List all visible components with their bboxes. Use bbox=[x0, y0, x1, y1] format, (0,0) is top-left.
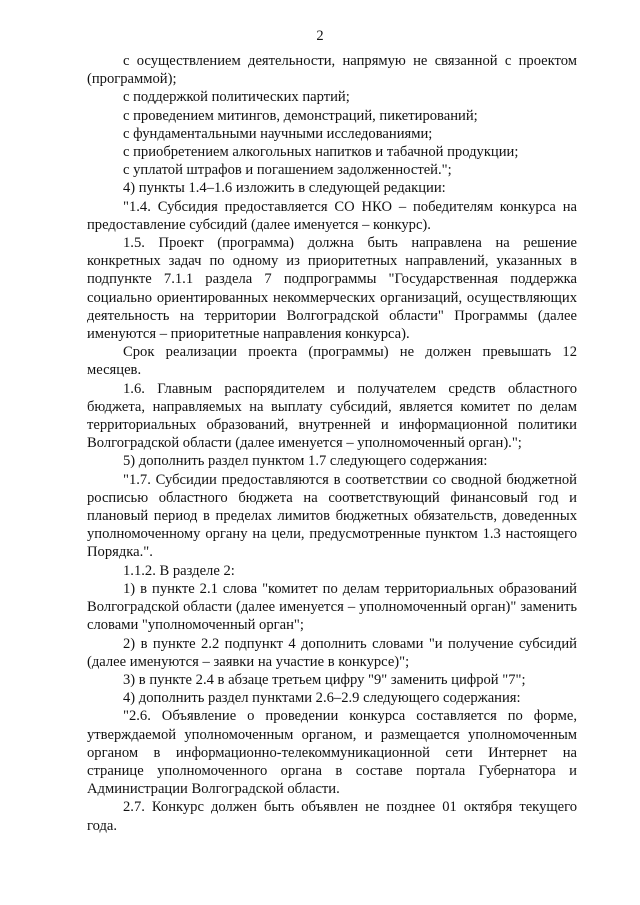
paragraph: с осуществлением деятельности, напрямую не связанной с проектом (программой); bbox=[87, 53, 577, 88]
paragraph: с уплатой штрафов и погашением задолженностей."; bbox=[123, 162, 452, 179]
page-number: 2 bbox=[316, 28, 324, 44]
paragraph: Срок реализации проекта (программы) не должен превышать 12 месяцев. bbox=[87, 344, 577, 379]
paragraph: 2) в пункте 2.2 подпункт 4 дополнить словами "и получение субсидий (далее именуются – заявки на участие в конкурсе)"; bbox=[87, 635, 577, 670]
paragraph: "1.7. Субсидии предоставляются в соответствии со сводной бюджетной росписью областного бюджета на соответствующий финансовый год и плановый период в пределах лимитов бюджетных обязательств, доведенных уполномоченному органу на цели, предусмотренные пунктом 1.3 настоящего Порядка.". bbox=[87, 471, 577, 561]
paragraph: с проведением митингов, демонстраций, пикетирований; bbox=[123, 107, 478, 124]
paragraph: 1.5. Проект (программа) должна быть направлена на решение конкретных задач по одному из приоритетных направлений, указанных в подпункте 7.1.1 раздела 7 подпрограммы "Государственная поддержка социально ориентированных некоммерческих организаций, осуществляющих деятельность на территории Волгоградской области" Программы (далее именуются – приоритетные направления конкурса). bbox=[87, 235, 577, 343]
paragraph: "2.6. Объявление о проведении конкурса составляется по форме, утверждаемой уполномоченным органом, и размещается уполномоченным органом в информационно-телекоммуникационной сети Интернет на странице уполномоченного органа в составе портала Губернатора и Администрации Волгоградской области. bbox=[87, 708, 577, 798]
paragraph: 1.1.2. В разделе 2: bbox=[123, 562, 235, 579]
paragraph: 1) в пункте 2.1 слова "комитет по делам территориальных образований Волгоградской области (далее именуется – уполномоченный орган)" заменить словами "уполномоченный орган"; bbox=[87, 580, 577, 634]
paragraph: 1.6. Главным распорядителем и получателем средств областного бюджета, направляемых на выплату субсидий, является комитет по делам территориальных образований, внутренней и информационной политики Волгоградской области (далее именуется – уполномоченный орган)."; bbox=[87, 380, 577, 452]
document-body bbox=[87, 52, 577, 835]
paragraph: с фундаментальными научными исследованиями; bbox=[123, 125, 433, 142]
paragraph: 5) дополнить раздел пунктом 1.7 следующего содержания: bbox=[123, 453, 488, 470]
paragraph: 4) пункты 1.4–1.6 изложить в следующей редакции: bbox=[123, 180, 446, 197]
paragraph: с приобретением алкогольных напитков и табачной продукции; bbox=[123, 144, 519, 161]
paragraph: "1.4. Субсидия предоставляется СО НКО – победителям конкурса на предоставление субсидий (далее именуется – конкурс). bbox=[87, 198, 577, 233]
paragraph: 4) дополнить раздел пунктами 2.6–2.9 следующего содержания: bbox=[123, 690, 521, 707]
paragraph: 2.7. Конкурс должен быть объявлен не позднее 01 октября текущего года. bbox=[87, 799, 577, 834]
paragraph: с поддержкой политических партий; bbox=[123, 89, 350, 106]
paragraph: 3) в пункте 2.4 в абзаце третьем цифру "9" заменить цифрой "7"; bbox=[123, 671, 526, 688]
